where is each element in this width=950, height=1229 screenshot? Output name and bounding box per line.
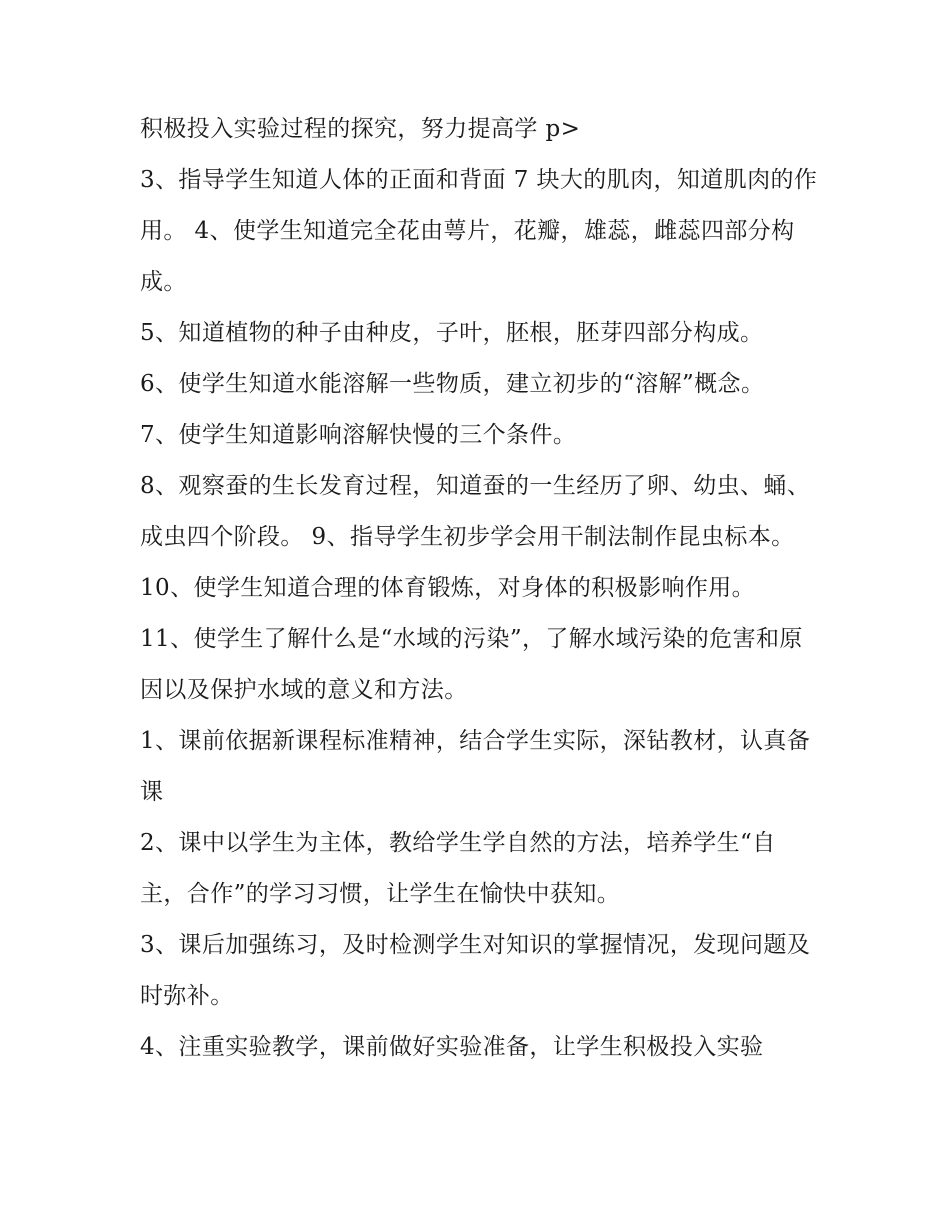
paragraph-6: 8、观察蚕的生长发育过程，知道蚕的一生经历了卵、幼虫、蛹、成虫四个阶段。 9、指导学生初步学会用干制法制作昆虫标本。	[140, 473, 811, 550]
paragraph-10: 2、课中以学生为主体，教给学生学自然的方法，培养学生“自主，合作”的学习习惯，让学生在愉快中获知。	[140, 830, 776, 907]
paragraph-2: 3、指导学生知道人体的正面和背面 7 块大的肌肉，知道肌肉的作用。 4、使学生知道完全花由萼片，花瓣，雄蕊，雌蕊四部分构成。	[140, 167, 818, 295]
paragraph-9: 1、课前依据新课程标准精神，结合学生实际，深钻教材，认真备课	[140, 728, 811, 805]
paragraph-3: 5、知道植物的种子由种皮，子叶，胚根，胚芽四部分构成。	[140, 320, 764, 346]
paragraph-4: 6、使学生知道水能溶解一些物质，建立初步的“溶解”概念。	[140, 371, 765, 397]
paragraph-5: 7、使学生知道影响溶解快慢的三个条件。	[140, 422, 577, 448]
paragraph-8: 11、使学生了解什么是“水域的污染”，了解水域污染的危害和原因以及保护水域的意义和方法。	[140, 626, 803, 703]
paragraph-1: 积极投入实验过程的探究，努力提高学 p>	[140, 116, 581, 142]
paragraph-7: 10、使学生知道合理的体育锻炼，对身体的积极影响作用。	[140, 575, 756, 601]
document-body	[140, 104, 820, 1073]
paragraph-12: 4、注重实验教学，课前做好实验准备，让学生积极投入实验	[140, 1034, 764, 1060]
paragraph-11: 3、课后加强练习，及时检测学生对知识的掌握情况，发现问题及时弥补。	[140, 932, 811, 1009]
